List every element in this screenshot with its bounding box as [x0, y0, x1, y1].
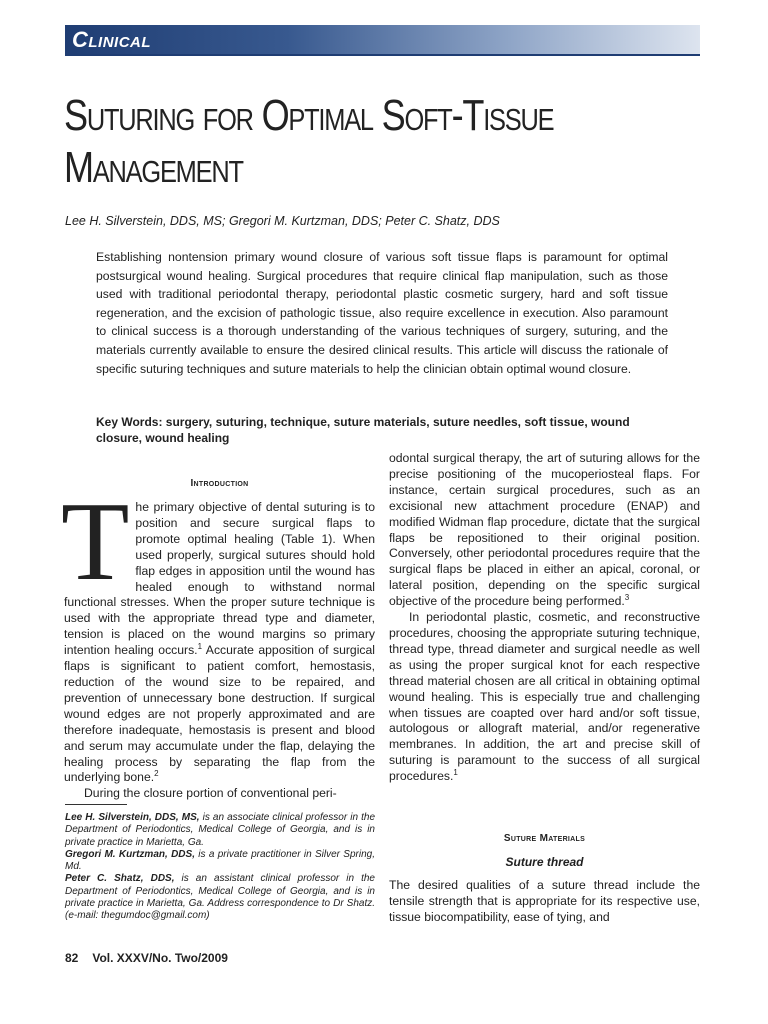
author-note-name: Peter C. Shatz, DDS,	[65, 873, 175, 885]
issue-info: Vol. XXXV/No. Two/2009	[92, 951, 228, 965]
body-paragraph-2	[389, 610, 700, 785]
section-banner	[65, 25, 700, 56]
intro-text-a: he primary objective of dental suturing is to position and secure surgical flaps to promote optimal healing (Table 1). When used properly, surgical sutures should hold flap edges in apposition until the wound has healed enough to withstand normal functional stresses. When the proper suture technique is used with the appropriate thread type and diameter, tension is placed on the wound margins so primary intention healing occurs.	[64, 500, 375, 658]
author-note	[65, 873, 375, 922]
author-note-text: is a private practitioner in Silver Spring, Md.	[65, 848, 375, 873]
reference-1: 1	[197, 642, 203, 652]
author-note-name: Gregori M. Kurtzman, DDS,	[65, 848, 195, 860]
introduction-heading: Introduction	[190, 478, 249, 489]
body-text: odontal surgical therapy, the art of suturing allows for the precise positioning of the mucoperiosteal flaps. For instance, certain surgical procedures, such as an excisional new attachment procedure (ENAP) and modified Widman flap procedure, dictate that the surgical flaps be repositioned to their original position. Conversely, other periodontal procedures require that the surgical flaps be placed in either an apical, coronal, or lateral position, depending on the specific surgical objective of the procedure being performed.	[389, 451, 700, 609]
page-footer	[65, 951, 228, 965]
author-list: Lee H. Silverstein, DDS, MS; Gregori M. Kurtzman, DDS; Peter C. Shatz, DDS	[65, 214, 500, 228]
suture-materials-heading: Suture Materials	[503, 833, 586, 844]
reference-1b: 1	[453, 768, 458, 778]
body-paragraph-1	[389, 451, 700, 610]
reference-3: 3	[624, 593, 630, 603]
title-line-2: Management	[64, 143, 243, 192]
column-right	[389, 451, 700, 785]
suture-thread-paragraph: The desired qualities of a suture thread include the tensile strength that is appropriate for its respective use, tissue biocompatibility, ease of tying, and	[389, 878, 700, 924]
section-label: Clinical	[72, 27, 152, 52]
intro-text-b: Accurate apposition of surgical flaps is significant to patient comfort, hemostasis, reduction of the wound size to be repaired, and prevention of unnecessary bone destruction. If surgical wound edges are not properly approximated and are therefore inadequate, hemostasis is present and blood and serum may accumulate under the flap, delaying the healing process by separating the flap from the underlying bone.	[64, 643, 375, 785]
body-text: In periodontal plastic, cosmetic, and reconstructive procedures, choosing the appropriate suturing technique, thread type, thread diameter and surgical needle as well as using the proper surgical knot for each respective thread material chosen are all critical in obtaining optimal wound healing. This is especially true and challenging when tissues are coapted over hard and/or soft tissue, autologous or allograft material, and/or regenerative membranes. In addition, the art and precise skill of suturing is paramount to the success of all surgical procedures.	[389, 610, 700, 784]
footnote-rule	[65, 804, 127, 805]
author-note	[65, 849, 375, 874]
reference-2: 2	[154, 769, 159, 779]
author-note	[65, 812, 375, 849]
suture-thread-subheading: Suture thread	[505, 855, 584, 869]
title-line-1: Suturing for Optimal Soft-Tissue	[64, 91, 554, 140]
author-note-name: Lee H. Silverstein, DDS, MS,	[65, 812, 200, 823]
page-number: 82	[65, 951, 79, 965]
author-notes	[65, 812, 375, 923]
intro-paragraph-2: During the closure portion of conventional peri-	[84, 786, 337, 801]
article-title	[64, 90, 589, 194]
author-note-text: is an associate clinical professor in the Department of Periodontics, Medical College of Georgia, and is in private practice in Marietta, Ga.	[65, 812, 376, 848]
keywords: Key Words: surgery, suturing, technique, suture materials, suture needles, soft tissue, wound closure, wound healing	[96, 415, 630, 445]
drop-cap: T	[61, 480, 130, 604]
author-note-text: is an assistant clinical professor in the Department of Periodontics, Medical College of Georgia, and is in private practice in Marietta, Ga. Address correspondence to Dr Shatz. (e-mail: thegumdoc@gmail.com)	[65, 873, 375, 922]
abstract: Establishing nontension primary wound closure of various soft tissue flaps is paramount for optimal postsurgical wound healing. Surgical procedures that require clinical flap manipulation, such as those used with traditional periodontal therapy, periodontal plastic cosmetic surgery, hard and soft tissue regeneration, and the excision of pathologic tissue, also require excellence in execution. Also paramount to clinical success is a thorough understanding of the various techniques of surgery, suturing, and the materials currently available to ensure the desired clinical results. This article will discuss the rationale of specific suturing techniques and suture materials to help the clinician obtain optimal wound closure.	[96, 250, 668, 376]
column-right-lower	[389, 878, 700, 926]
